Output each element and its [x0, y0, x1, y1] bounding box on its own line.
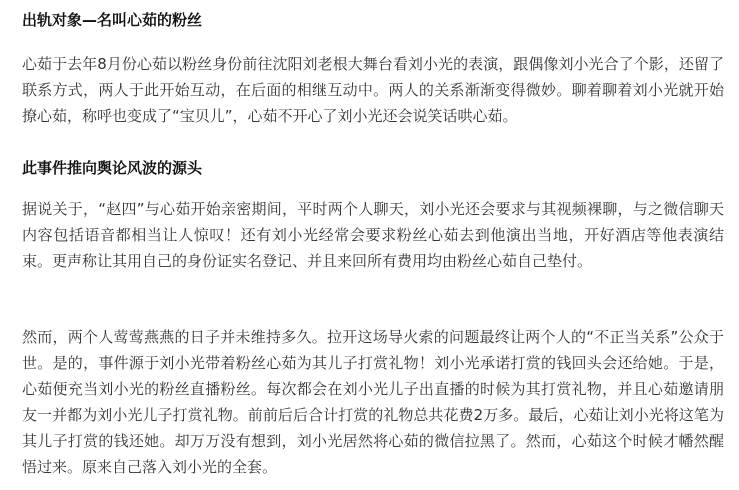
paragraph-private-chats: 据说关于，“赵四”与心茹开始亲密期间，平时两个人聊天，刘小光还会要求与其视频裸聊，与之微信聊天内容包括语音都相当让人惊叹！还有刘小光经常会要求粉丝心茹去到他演出当地，开好酒店等他表演结束。更声称让其用自己的身份证实名登记、并且来回所有费用均由粉丝心茹自己垫付。	[22, 200, 724, 270]
paragraph-meeting-story: 心茹于去年8月份心茹以粉丝身份前往沈阳刘老根大舞台看刘小光的表演，跟偶像刘小光合了个影，还留了联系方式，两人于此开始互动，在后面的相继互动中。两人的关系渐渐变得微妙。聊着聊着刘小光就开始撩心茹，称呼也变成了“宝贝儿”，心茹不开心了刘小光还会说笑话哄心茹。	[22, 55, 724, 125]
paragraph-gift-tipping: 然而，两个人莺莺燕燕的日子并未维持多久。拉开这场导火索的问题最终让两个人的“不正当关系”公众于世。是的，事件源于刘小光带着粉丝心茹为其儿子打赏礼物！刘小光承诺打赏的钱回头会还给她。于是，心茹便充当刘小光的粉丝直播粉丝。每次都会在刘小光儿子出直播的时候为其打赏礼物，并且心茹邀请朋友一并都为刘小光儿子打赏礼物。前前后后合计打赏的礼物总共花费2万多。最后，心茹让刘小光将这笔为其儿子打赏的钱还她。却万万没有想到，刘小光居然将心茹的微信拉黑了。然而，心茹这个时候才幡然醒悟过来。原来自己落入刘小光的全套。	[22, 328, 724, 476]
section-heading-affair-target: 出轨对象—名叫心茹的粉丝	[22, 11, 203, 29]
section-heading-controversy-source: 此事件推向舆论风波的源头	[22, 159, 203, 177]
